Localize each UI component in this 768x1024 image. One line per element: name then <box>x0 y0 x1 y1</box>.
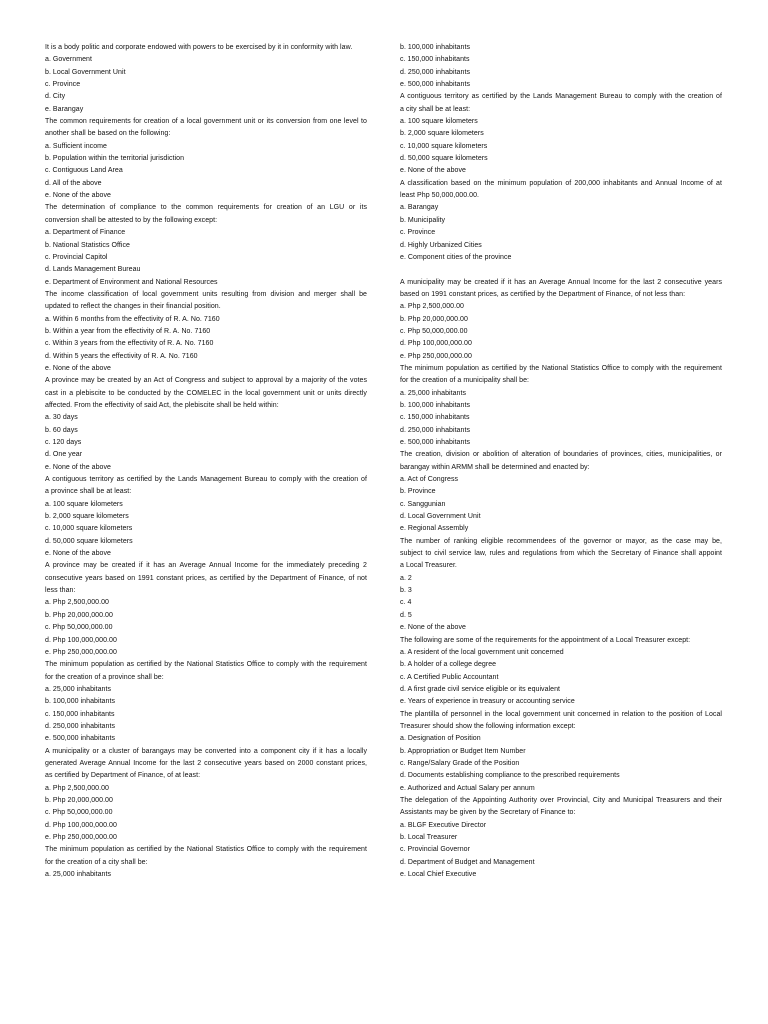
left-text-line: consecutive years based on 1991 constant prices, as certified by the Department of Finance, of not <box>45 574 367 582</box>
right-text-line: A municipality may be created if it has an Average Annual Income for the last 2 consecutive years <box>400 278 722 286</box>
left-text-line: a. Php 2,500,000.00 <box>45 784 110 792</box>
left-text-line: d. Lands Management Bureau <box>45 266 141 274</box>
left-text-line: a province shall be at least: <box>45 488 132 496</box>
right-text-line: least Php 50,000,000.00. <box>400 192 480 200</box>
left-text-line: It is a body politic and corporate endowed with powers to be exercised by it in conformity with law. <box>45 44 353 51</box>
left-text-line: c. 10,000 square kilometers <box>45 525 133 533</box>
left-text-line: e. None of the above <box>45 364 111 372</box>
right-text-line: b. Php 20,000,000.00 <box>400 315 468 323</box>
left-text-line: b. Within a year from the effectivity of R. A. No. 7160 <box>45 327 211 335</box>
left-text-line: b. National Statistics Office <box>45 241 130 249</box>
right-text-line: e. Authorized and Actual Salary per annum <box>400 784 535 792</box>
right-text-line: The plantilla of personnel in the local government unit concerned in relation to the position of Local <box>400 710 722 718</box>
left-text-line: e. Php 250,000,000.00 <box>45 648 117 656</box>
right-text-line: a Local Treasurer. <box>400 562 457 570</box>
left-text-line: d. All of the above <box>45 179 102 187</box>
right-text-line: b. 3 <box>400 587 412 595</box>
right-text-line: d. 250,000 inhabitants <box>400 68 470 76</box>
left-text-line: A municipality or a cluster of barangays may be converted into a component city if it has a locally <box>45 747 367 755</box>
left-text-line: a. Within 6 months from the effectivity of R. A. No. 7160 <box>45 315 220 323</box>
left-text-line: b. Php 20,000,000.00 <box>45 796 113 804</box>
right-text-line: e. Regional Assembly <box>400 525 469 533</box>
right-text-line: b. 2,000 square kilometers <box>400 130 484 138</box>
left-text-line: c. Provincial Capitol <box>45 253 108 261</box>
left-text-line: a. 100 square kilometers <box>45 500 123 508</box>
right-text-line: a. Barangay <box>400 204 439 212</box>
left-text-line: another shall be based on the following: <box>45 130 171 138</box>
right-text-line: a. Act of Congress <box>400 476 459 484</box>
right-text-line: b. Appropriation or Budget Item Number <box>400 747 526 755</box>
left-text-line: d. 250,000 inhabitants <box>45 722 115 730</box>
right-text-line: a. A resident of the local government unit concerned <box>400 648 564 656</box>
right-text-line: d. 5 <box>400 611 412 619</box>
left-text-line: less than: <box>45 587 76 595</box>
left-text-line: b. 2,000 square kilometers <box>45 513 129 521</box>
right-text-line: d. Local Government Unit <box>400 513 481 521</box>
left-text-line: a. Sufficient income <box>45 142 107 150</box>
left-text-line: conversion shall be attested to by the following except: <box>45 216 218 224</box>
right-text-line: c. Range/Salary Grade of the Position <box>400 759 520 767</box>
left-text-line: c. Php 50,000,000.00 <box>45 624 113 632</box>
left-text-line: e. Department of Environment and National Resources <box>45 278 218 286</box>
left-text-line: c. Contiguous Land Area <box>45 167 123 175</box>
right-text-line: d. Documents establishing compliance to the prescribed requirements <box>400 772 620 780</box>
left-text-line: as certified by Department of Finance, of at least: <box>45 772 201 780</box>
right-text-line: c. 10,000 square kilometers <box>400 142 488 150</box>
right-text-line: a. Php 2,500,000.00 <box>400 303 465 311</box>
right-text-line: e. 500,000 inhabitants <box>400 439 470 446</box>
right-text-line: The minimum population as certified by the National Statistics Office to comply with the requirement <box>400 364 722 372</box>
right-text-line: a city shall be at least: <box>400 105 471 113</box>
left-text-line: b. 60 days <box>45 426 78 434</box>
right-text-line: d. Department of Budget and Management <box>400 858 535 866</box>
right-text-line: a. 2 <box>400 574 412 582</box>
right-text-line: b. Province <box>400 488 436 496</box>
left-text-line: b. Local Government Unit <box>45 68 126 76</box>
right-text-line: e. Local Chief Executive <box>400 871 477 879</box>
left-text-line: d. City <box>45 93 66 101</box>
left-text-line: e. None of the above <box>45 463 111 471</box>
right-text-line: c. 4 <box>400 599 412 607</box>
right-text-line: The number of ranking eligible recommendees of the governor or mayor, as the case may be, <box>400 537 722 545</box>
right-text-line: a. 100 square kilometers <box>400 118 478 126</box>
left-text-line: b. Population within the territorial jurisdiction <box>45 155 185 163</box>
left-text-line: a. 25,000 inhabitants <box>45 685 112 693</box>
left-text-line: c. 150,000 inhabitants <box>45 710 115 718</box>
left-text-line: a. 25,000 inhabitants <box>45 871 112 879</box>
right-text-line: a. BLGF Executive Director <box>400 821 487 829</box>
right-text-line: b. A holder of a college degree <box>400 661 497 669</box>
left-text-line: e. 500,000 inhabitants <box>45 735 115 743</box>
left-text-line: c. Within 3 years from the effectivity of R. A. No. 7160 <box>45 340 214 348</box>
right-text-line: Treasurer should show the following information except: <box>400 722 576 730</box>
left-text-line: The minimum population as certified by the National Statistics Office to comply with the requirement <box>45 846 367 854</box>
left-text-line: c. Php 50,000,000.00 <box>45 809 113 817</box>
left-text-line: The minimum population as certified by the National Statistics Office to comply with the requirement <box>45 661 367 669</box>
left-text-line: a. 30 days <box>45 414 78 422</box>
left-text-line: c. Province <box>45 81 81 89</box>
right-text-line: b. Municipality <box>400 216 446 224</box>
right-text-line: d. Php 100,000,000.00 <box>400 340 472 348</box>
left-text-line: d. Php 100,000,000.00 <box>45 821 117 829</box>
right-text-line: The delegation of the Appointing Authority over Provincial, City and Municipal Treasurers and their <box>400 796 722 804</box>
left-text-line: c. 120 days <box>45 439 82 446</box>
left-text-line: for the creation of a province shall be: <box>45 673 164 681</box>
left-text-line: A contiguous territory as certified by the Lands Management Bureau to comply with the creation of <box>45 476 367 484</box>
left-column <box>45 42 367 881</box>
right-text-line: The following are some of the requirements for the appointment of a Local Treasurer except: <box>400 636 691 644</box>
right-text-line: a. Designation of Position <box>400 735 481 743</box>
right-text-line: e. 500,000 inhabitants <box>400 81 470 89</box>
left-text-line: generated Average Annual Income for the last 2 consecutive years based on 2000 constant prices, <box>45 759 367 767</box>
right-text-line: b. 100,000 inhabitants <box>400 401 470 409</box>
left-text-line: for the creation of a city shall be: <box>45 858 148 866</box>
left-text-line: a. Department of Finance <box>45 229 126 237</box>
right-text-line: c. 150,000 inhabitants <box>400 56 470 64</box>
left-text-line: The determination of compliance to the common requirements for creation of an LGU or its <box>45 204 367 212</box>
right-text-line: c. Php 50,000,000.00 <box>400 327 468 335</box>
right-column <box>400 42 722 881</box>
right-text-line: c. 150,000 inhabitants <box>400 414 470 422</box>
right-text-line: A contiguous territory as certified by the Lands Management Bureau to comply with the creation of <box>400 93 722 101</box>
left-text-line: A province may be created by an Act of Congress and subject to approval by a majority of the votes <box>45 377 367 385</box>
right-text-line: b. 100,000 inhabitants <box>400 44 470 51</box>
left-text-line: A province may be created if it has an Average Annual Income for the immediately preceding 2 <box>45 562 367 570</box>
right-text-line: for the creation of a municipality shall be: <box>400 377 530 385</box>
right-text-line: c. A Certified Public Accountant <box>400 673 499 681</box>
left-text-line: e. Barangay <box>45 105 84 113</box>
left-text-line: e. None of the above <box>45 192 111 200</box>
right-text-line: c. Sanggunian <box>400 500 446 508</box>
left-text-line: cast in a plebiscite to be conducted by the COMELEC in the local government unit or units directly <box>45 389 367 397</box>
left-text-line: The income classification of local government units resulting from division and merger shall be <box>45 290 367 298</box>
right-text-line: e. Years of experience in treasury or accounting service <box>400 698 575 706</box>
right-text-line: b. Local Treasurer <box>400 834 458 841</box>
right-text-line: c. Provincial Governor <box>400 846 470 854</box>
right-text-line: e. Php 250,000,000.00 <box>400 352 472 360</box>
left-text-line: a. Government <box>45 56 92 64</box>
right-text-line: barangay within ARMM shall be determined and enacted by: <box>400 463 590 471</box>
left-text-line: d. 50,000 square kilometers <box>45 537 133 545</box>
right-text-line: d. A first grade civil service eligible or its equivalent <box>400 685 561 693</box>
left-text-line: e. None of the above <box>45 550 111 558</box>
left-text-line: updated to reflect the changes in their financial position. <box>45 303 221 311</box>
right-text-line: d. 250,000 inhabitants <box>400 426 470 434</box>
left-text-line: affected. From the effectivity of said Act, the plebiscite shall be held within: <box>45 401 279 409</box>
right-text-line: based on 1991 constant prices, as certified by the Department of Finance, of not less than: <box>400 290 686 298</box>
right-text-line: d. 50,000 square kilometers <box>400 155 488 163</box>
right-text-line: The creation, division or abolition of alteration of boundaries of provinces, cities, municipalities, or <box>400 451 722 459</box>
right-text-line: e. None of the above <box>400 624 466 632</box>
right-text-line <box>400 264 722 276</box>
left-text-line: d. Php 100,000,000.00 <box>45 636 117 644</box>
left-text-line: b. 100,000 inhabitants <box>45 698 115 706</box>
right-text-line: A classification based on the minimum population of 200,000 inhabitants and Annual Income of at <box>400 179 722 187</box>
right-text-line: Assistants may be given by the Secretary of Finance to: <box>400 809 576 817</box>
left-text-line: d. One year <box>45 451 83 459</box>
left-text-line: The common requirements for creation of a local government unit or its conversion from one level to <box>45 118 367 126</box>
left-text-line: b. Php 20,000,000.00 <box>45 611 113 619</box>
right-text-line: c. Province <box>400 229 436 237</box>
left-text-line: e. Php 250,000,000.00 <box>45 834 117 841</box>
right-text-line: subject to civil service law, rules and regulations from which the Secretary of Finance shall appoint <box>400 550 722 558</box>
right-text-line: a. 25,000 inhabitants <box>400 389 467 397</box>
left-text-line: a. Php 2,500,000.00 <box>45 599 110 607</box>
right-text-line: e. Component cities of the province <box>400 253 512 261</box>
right-text-line: e. None of the above <box>400 167 466 175</box>
right-text-line: d. Highly Urbanized Cities <box>400 241 482 249</box>
left-text-line: d. Within 5 years the effectivity of R. A. No. 7160 <box>45 352 198 360</box>
